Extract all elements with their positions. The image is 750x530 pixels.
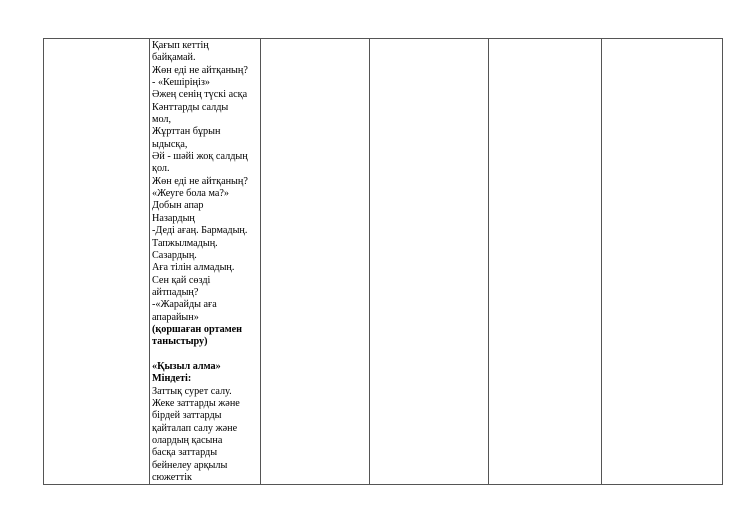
text-line: байқамай.: [152, 52, 196, 64]
text-line: бірдей заттарды: [152, 410, 222, 422]
table-cell-text: [150, 39, 261, 485]
text-line: -«Жарайды аға: [152, 299, 217, 311]
text-line: қайталап салу және: [152, 422, 238, 434]
text-line: сюжеттік: [152, 472, 192, 484]
text-line: олардың қасына: [152, 435, 223, 446]
table-cell-empty-5: [602, 39, 723, 485]
text-line: - «Кешіріңіз»: [152, 77, 210, 89]
table-cell-empty-1: [44, 39, 150, 485]
text-line: апарайын»: [152, 311, 199, 323]
lesson-plan-table: [43, 38, 723, 485]
table-cell-empty-2: [261, 39, 370, 485]
text-line: Сен қай сөзді: [152, 274, 211, 286]
text-line: «Қызыл алма»: [152, 360, 221, 372]
text-line: Назардың: [152, 212, 195, 224]
text-line: Әй - шәйі жоқ салдың: [152, 151, 248, 163]
text-line: -Деді ағаң. Бармадың.: [152, 225, 248, 237]
text-line: Добын апар: [152, 200, 204, 212]
text-line: Аға тілін алмадың.: [152, 262, 235, 274]
text-line: (қоршаған ортамен: [152, 323, 243, 335]
table-cell-empty-4: [489, 39, 602, 485]
text-line: Жөн еді не айтқаның?: [152, 64, 248, 76]
table-cell-empty-3: [370, 39, 489, 485]
text-line: бейнелеу арқылы: [152, 459, 228, 471]
text-line: айтпадың?: [152, 286, 199, 298]
text-line: «Жеуге бола ма?»: [152, 188, 229, 200]
text-line: мол,: [152, 114, 172, 126]
text-line: қол.: [152, 163, 170, 175]
text-line: ыдысқа,: [152, 138, 188, 150]
text-line: Міндеті:: [152, 373, 192, 385]
text-line: Жеке заттарды және: [152, 397, 240, 409]
cell-text-block: [150, 39, 260, 484]
text-line: Жұрттан бұрын: [152, 126, 221, 138]
text-line: Тапжылмадың.: [152, 237, 218, 249]
text-line: Заттық сурет салу.: [152, 385, 232, 397]
text-line: Әжең сенің түскі асқа: [152, 89, 248, 101]
text-line: Қағып кеттің: [152, 40, 209, 51]
text-line: Сазардың.: [152, 249, 197, 261]
table-row: [44, 39, 723, 485]
text-line: Кәнттарды салды: [152, 101, 229, 113]
text-line: Жөн еді не айтқаның?: [152, 175, 248, 187]
text-line: басқа заттарды: [152, 447, 218, 459]
blank-line: [152, 349, 260, 361]
text-line: таныстыру): [152, 336, 208, 348]
